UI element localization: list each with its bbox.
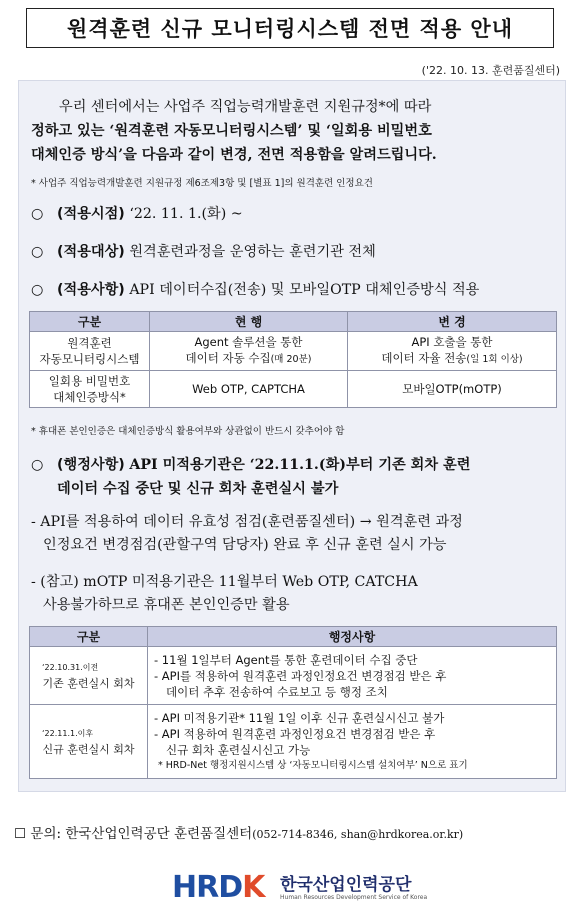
table-header: 현 행 <box>150 312 348 332</box>
table-header: 구분 <box>30 627 148 647</box>
item-label: (적용시점) <box>57 206 125 222</box>
contact-label: 문의: <box>30 826 62 842</box>
table-cell: ‘22.10.31.이전 기존 훈련실시 회차 <box>30 647 148 705</box>
item-admin <box>31 453 561 501</box>
table-row <box>30 371 557 408</box>
table-cell: Web OTP, CAPTCHA <box>150 371 348 408</box>
checkbox-square-icon: ☐ <box>14 826 27 842</box>
contact-line <box>14 822 463 842</box>
table-row <box>30 332 557 371</box>
sub-item-motp: - (참고) mOTP 미적용기관은 11월부터 Web OTP, CATCHA 사용불가하므로 휴대폰 본인인증만 활용 <box>31 574 418 613</box>
table-row <box>30 647 557 705</box>
contact-info: (052-714-8346, shan@hrdkorea.or.kr) <box>252 828 464 841</box>
table-header: 행정사항 <box>148 627 557 647</box>
intro-footnote: * 사업주 직업능력개발훈련 지원규정 제6조제3항 및 [별표 1]의 원격훈련 인정요건 <box>31 178 373 189</box>
item-text: API 미적용기관은 ‘22.11.1.(화)부터 기존 회차 훈련 <box>129 457 471 473</box>
item-text: 데이터 수집 중단 및 신규 회차 훈련실시 불가 <box>57 481 339 497</box>
item-content <box>31 279 561 301</box>
logo-mark: HRDK <box>172 870 265 905</box>
item-label: (행정사항) <box>57 457 125 473</box>
item-text: ‘22. 11. 1.(화) ~ <box>129 206 243 222</box>
intro-line: 정하고 있는 ‘원격훈련 자동모니터링시스템’ 및 ‘일회용 비밀번호 <box>31 123 432 139</box>
logo-org-name: 한국산업인력공단 <box>280 875 412 895</box>
table-cell: Agent 솔루션을 통한 데이터 자동 수집(매 20분) <box>150 332 348 371</box>
main-content-box <box>18 80 566 792</box>
table-header: 변 경 <box>348 312 557 332</box>
table-cell: 모바일OTP(mOTP) <box>348 371 557 408</box>
table-header: 구분 <box>30 312 150 332</box>
table-cell: - API 미적용기관* 11월 1일 이후 신규 훈련실시신고 불가 - API 적용하여 원격훈련 과정인정요건 변경점검 받은 후 신규 회차 훈련실시신고 가능 * HRD-Net 행정지원시스템 상 ‘자동모니터링시스템 설치여부’ N으로 표기 <box>148 705 557 779</box>
contact-org: 한국산업인력공단 훈련품질센터 <box>65 826 253 842</box>
item-text: 원격훈련과정을 운영하는 훈련기관 전체 <box>129 244 376 260</box>
admin-table <box>29 626 557 779</box>
item-target <box>31 241 561 263</box>
hrdk-logo <box>172 868 428 910</box>
intro-line: 우리 센터에서는 사업주 직업능력개발훈련 지원규정*에 따라 <box>59 99 432 115</box>
table-cell: 원격훈련 자동모니터링시스템 <box>30 332 150 371</box>
intro-paragraph <box>31 95 555 167</box>
table-footnote: * 휴대폰 본인인증은 대체인증방식 활용여부와 상관없이 반드시 갖추어야 함 <box>31 426 345 437</box>
table-cell: 일회용 비밀번호 대체인증방식* <box>30 371 150 408</box>
table-cell: - 11월 1일부터 Agent를 통한 훈련데이터 수집 중단 - API를 적용하여 원격훈련 과정인정요건 변경점검 받은 후 데이터 추후 전송하여 수료보고 등 행정 조치 <box>148 647 557 705</box>
circle-bullet-icon: ○ <box>31 457 44 473</box>
item-start-date <box>31 203 561 225</box>
date-line: ('22. 10. 13. 훈련품질센터) <box>421 64 560 77</box>
page-title: 원격훈련 신규 모니터링시스템 전면 적용 안내 <box>26 8 554 48</box>
table-cell: API 호출을 통한 데이터 자율 전송(일 1회 이상) <box>348 332 557 371</box>
table-row <box>30 705 557 779</box>
item-label: (적용대상) <box>57 244 125 260</box>
change-table <box>29 311 557 408</box>
table-cell: ‘22.11.1.이후 신규 훈련실시 회차 <box>30 705 148 779</box>
circle-bullet-icon: ○ <box>31 244 44 260</box>
circle-bullet-icon: ○ <box>31 206 44 222</box>
logo-org-subtitle: Human Resources Development Service of Korea <box>280 894 428 901</box>
intro-line: 대체인증 방식’을 다음과 같이 변경, 전면 적용함을 알려드립니다. <box>31 147 437 163</box>
sub-item-api: - API를 적용하여 데이터 유효성 점검(훈련품질센터) → 원격훈련 과정 인정요건 변경점검(관할구역 담당자) 완료 후 신규 훈련 실시 가능 <box>31 514 463 553</box>
item-text: API 데이터수집(전송) 및 모바일OTP 대체인증방식 적용 <box>129 282 480 298</box>
circle-bullet-icon: ○ <box>31 282 44 298</box>
item-label: (적용사항) <box>57 282 125 298</box>
